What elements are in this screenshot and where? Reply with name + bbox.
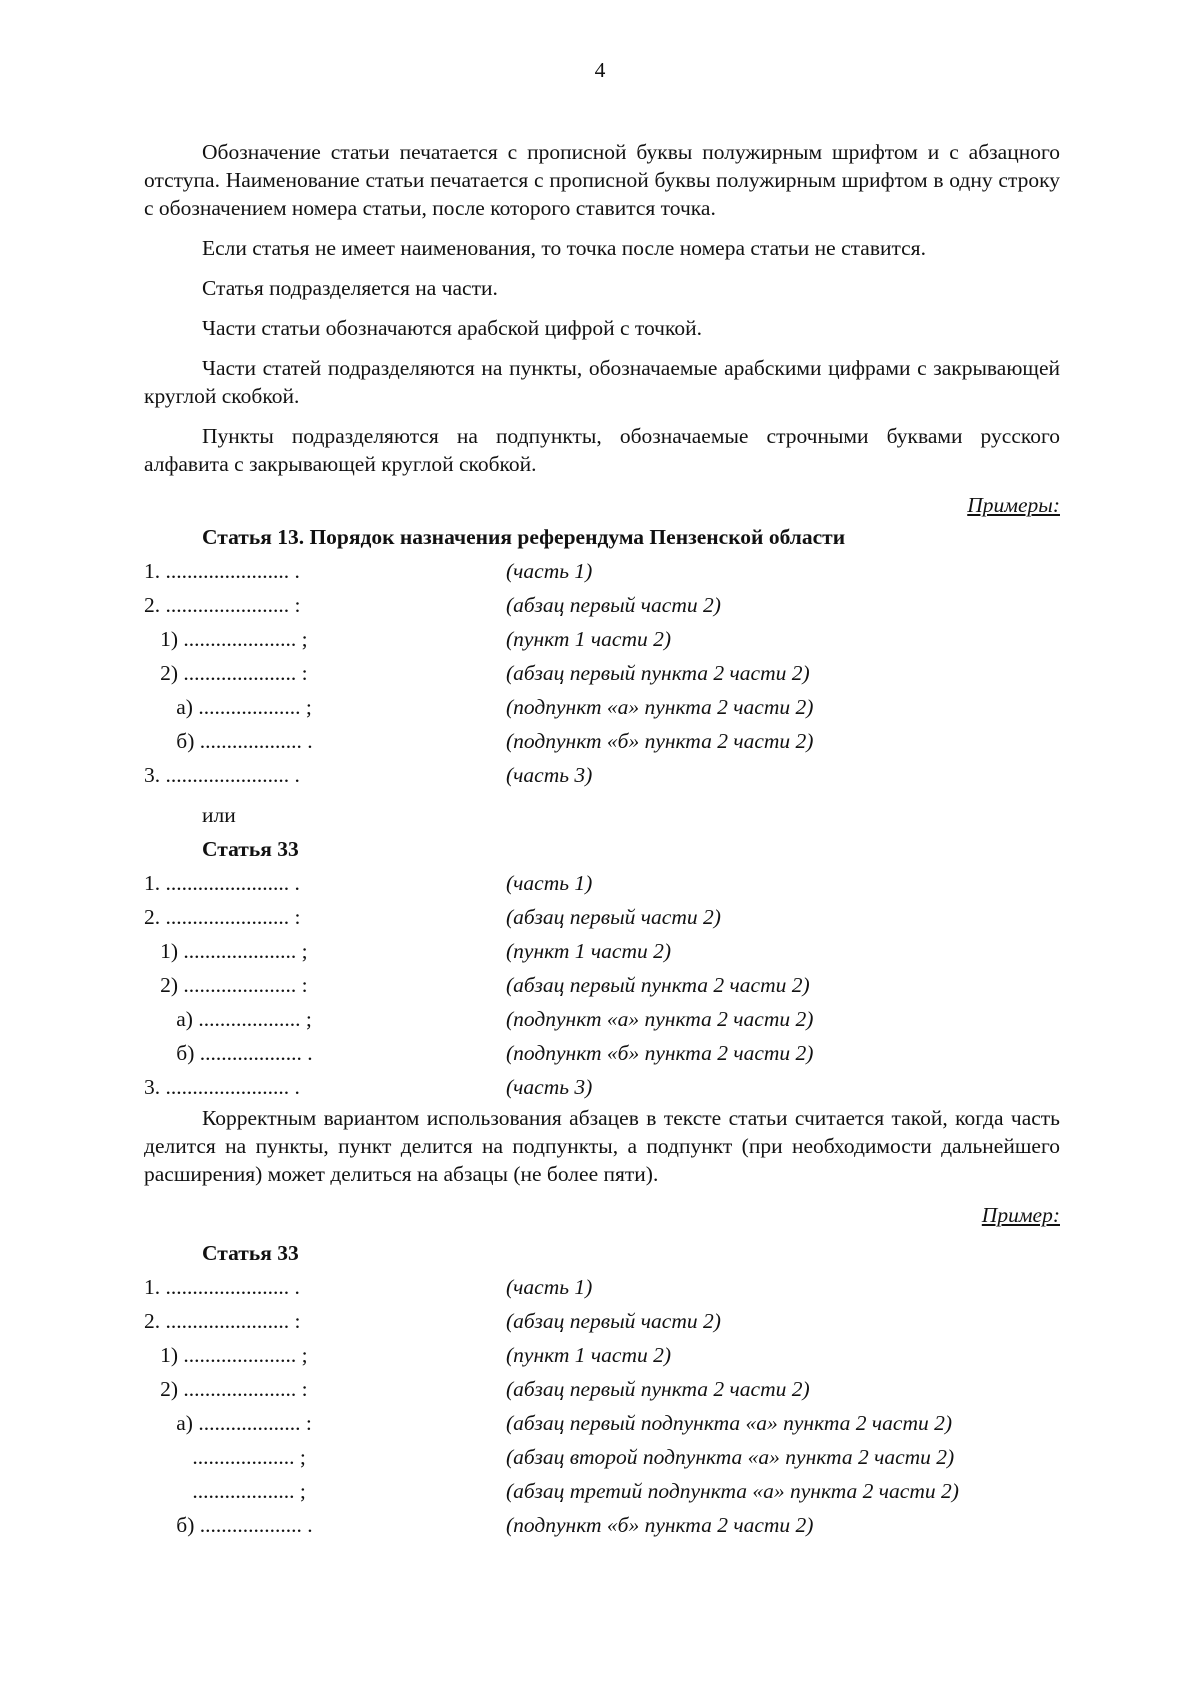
example-row: [144, 622, 1060, 656]
paragraph-3: Статья подразделяется на части.: [202, 276, 498, 300]
example-row-marker: 2) ..................... :: [144, 1377, 308, 1401]
example-row-note: (пункт 1 части 2): [506, 1343, 672, 1367]
example-row-note: (абзац первый части 2): [506, 1309, 721, 1333]
example-row: [144, 1440, 1060, 1474]
paragraph-1: Обозначение статьи печатается с прописной буквы полужирным шрифтом и с абзацного отступа. Наименование статьи печатается с прописной буквы полужирным шрифтом в одну строку с обозначением номера статьи, после которого ставится точка.: [144, 140, 1060, 220]
example-row: [144, 724, 1060, 758]
document-body: [144, 138, 1060, 1542]
example-row-note: (подпункт «б» пункта 2 части 2): [506, 1041, 814, 1065]
example-row-note: (подпункт «б» пункта 2 части 2): [506, 1513, 814, 1537]
example-row-note: (абзац первый пункта 2 части 2): [506, 661, 810, 685]
example-row-note: (подпункт «а» пункта 2 части 2): [506, 695, 814, 719]
example-row: [144, 758, 1060, 792]
example-row-note: (часть 1): [506, 559, 593, 583]
paragraph-2: Если статья не имеет наименования, то точка после номера статьи не ставится.: [202, 236, 926, 260]
example-row: [144, 1338, 1060, 1372]
page-number: 4: [594, 58, 606, 82]
example-row-marker: 2) ..................... :: [144, 973, 308, 997]
example-3: [144, 1236, 1060, 1542]
example-row-note: (часть 1): [506, 1275, 593, 1299]
example-row-marker: 2) ..................... :: [144, 661, 308, 685]
example-2-list: [144, 866, 1060, 1104]
example-3-heading: Статья 33: [202, 1241, 299, 1265]
example-row: [144, 1002, 1060, 1036]
example-row-marker: а) ................... :: [144, 1411, 312, 1435]
example-row-marker: а) ................... ;: [144, 1007, 312, 1031]
example-row: [144, 1270, 1060, 1304]
example-row-note: (часть 3): [506, 763, 593, 787]
example-row-note: (абзац второй подпункта «а» пункта 2 части 2): [506, 1445, 955, 1469]
example-row-marker: 3. ....................... .: [144, 763, 300, 787]
example-row: [144, 588, 1060, 622]
example-row: [144, 1406, 1060, 1440]
example-row: [144, 554, 1060, 588]
example-row-note: (абзац третий подпункта «а» пункта 2 части 2): [506, 1479, 959, 1503]
example-2-heading: Статья 33: [202, 837, 299, 861]
example-row-marker: 2. ....................... :: [144, 1309, 301, 1333]
example-row-marker: а) ................... ;: [144, 695, 312, 719]
examples-label: Примеры:: [967, 493, 1060, 517]
paragraph-5: Части статей подразделяются на пункты, обозначаемые арабскими цифрами с закрывающей круглой скобкой.: [144, 356, 1060, 408]
example-row-marker: б) ................... .: [144, 1513, 313, 1537]
example-row-marker: 2. ....................... :: [144, 905, 301, 929]
example-label: Пример:: [981, 1203, 1060, 1227]
example-row-marker: 1) ..................... ;: [144, 939, 308, 963]
example-1-list: [144, 554, 1060, 792]
example-row-note: (абзац первый пункта 2 части 2): [506, 1377, 810, 1401]
example-row: [144, 690, 1060, 724]
example-row: [144, 1036, 1060, 1070]
example-row: [144, 866, 1060, 900]
paragraph-6: Пункты подразделяются на подпункты, обозначаемые строчными буквами русского алфавита с закрывающей круглой скобкой.: [144, 424, 1060, 476]
example-2: [144, 832, 1060, 1104]
example-row-note: (часть 3): [506, 1075, 593, 1099]
example-row-note: (часть 1): [506, 871, 593, 895]
example-row: [144, 1304, 1060, 1338]
example-row: [144, 1474, 1060, 1508]
example-row-marker: 2. ....................... :: [144, 593, 301, 617]
example-row-marker: 1) ..................... ;: [144, 1343, 308, 1367]
example-row-note: (подпункт «б» пункта 2 части 2): [506, 729, 814, 753]
example-row-marker: 1. ....................... .: [144, 871, 300, 895]
example-row-marker: ................... ;: [144, 1445, 306, 1469]
example-row: [144, 934, 1060, 968]
or-label: или: [202, 803, 236, 827]
example-row-marker: ................... ;: [144, 1479, 306, 1503]
example-row-marker: 3. ....................... .: [144, 1075, 300, 1099]
example-3-list: [144, 1270, 1060, 1542]
example-row-marker: б) ................... .: [144, 729, 313, 753]
example-row-note: (подпункт «а» пункта 2 части 2): [506, 1007, 814, 1031]
example-row-marker: б) ................... .: [144, 1041, 313, 1065]
example-row: [144, 656, 1060, 690]
example-row-note: (пункт 1 части 2): [506, 627, 672, 651]
paragraph-4: Части статьи обозначаются арабской цифрой с точкой.: [202, 316, 702, 340]
example-row-marker: 1. ....................... .: [144, 1275, 300, 1299]
example-row: [144, 900, 1060, 934]
example-row-note: (пункт 1 части 2): [506, 939, 672, 963]
example-row-marker: 1) ..................... ;: [144, 627, 308, 651]
example-row-note: (абзац первый подпункта «а» пункта 2 части 2): [506, 1411, 953, 1435]
example-row: [144, 1508, 1060, 1542]
example-row: [144, 1070, 1060, 1104]
example-row: [144, 1372, 1060, 1406]
example-row-marker: 1. ....................... .: [144, 559, 300, 583]
example-row-note: (абзац первый пункта 2 части 2): [506, 973, 810, 997]
example-row-note: (абзац первый части 2): [506, 905, 721, 929]
example-row-note: (абзац первый части 2): [506, 593, 721, 617]
example-row: [144, 968, 1060, 1002]
example-1: [144, 520, 1060, 792]
example-1-heading: Статья 13. Порядок назначения референдума Пензенской области: [202, 525, 846, 549]
paragraph-middle: Корректным вариантом использования абзацев в тексте статьи считается такой, когда часть делится на пункты, пункт делится на подпункты, а подпункт (при необходимости дальнейшего расширения) может делиться на абзацы (не более пяти).: [144, 1106, 1060, 1186]
